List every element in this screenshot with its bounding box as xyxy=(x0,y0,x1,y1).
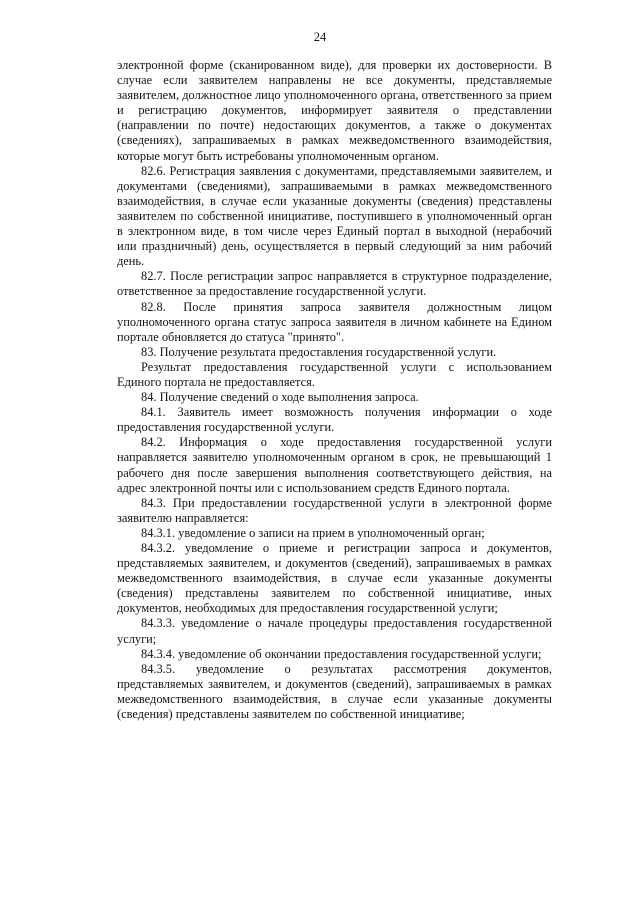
paragraph-83-text: Результат предоставления государственной услуги с использованием Единого портала не предоставляется. xyxy=(117,359,552,389)
paragraph-84-3-4: 84.3.4. уведомление об окончании предоставления государственной услуги; xyxy=(141,646,542,661)
paragraph-82-8: 82.8. После принятия запроса заявителя должностным лицом уполномоченного органа статус запроса заявителя в личном кабинете на Едином портале обновляется до статуса "принято". xyxy=(117,299,552,344)
paragraph-84-3-2: 84.3.2. уведомление о приеме и регистрации запроса и документов, представляемых заявителем, и документов (сведений), запрашиваемых в рамках межведомственного взаимодействия, в случае если указанные документы (сведения) представлены заявителем по собственной инициативе, иных документов, необходимых для предоставления государственной услуги; xyxy=(117,541,552,616)
paragraph-84-3-5: 84.3.5. уведомление о результатах рассмотрения документов, представляемых заявителем, и документов (сведений), запрашиваемых в рамках межведомственного взаимодействия, в случае если указанные документы (сведения) представлены заявителем по собственной инициативе; xyxy=(117,661,552,722)
paragraph-cont: электронной форме (сканированном виде), для проверки их достоверности. В случае если заявителем направлены не все документы, представляемые заявителем, должностное лицо уполномоченного органа, ответственного за прием и регистрацию документов, информирует заявителя о представлении (направлении по почте) недостающих документов, а также о документах (сведениях), запрашиваемых в рамках межведомственного взаимодействия, которые могут быть истребованы уполномоченным органом. xyxy=(117,58,552,163)
paragraph-84-2: 84.2. Информация о ходе предоставления государственной услуги направляется заявителю уполномоченным органом в срок, не превышающий 1 рабочего дня после завершения выполнения соответствующего действия, на адрес электронной почты или с использованием средств Единого портала. xyxy=(117,435,552,495)
paragraph-82-6: 82.6. Регистрация заявления с документами, представляемыми заявителем, и документами (сведениями), запрашиваемыми в рамках межведомственного взаимодействия, в случае если указанные документы (сведения) представлены заявителем по собственной инициативе, поступившего в уполномоченный орган в электронном виде, в том числе через Единый портал в выходной (нерабочий или праздничный) день, осуществляется в первый следующий за ним рабочий день. xyxy=(117,163,552,269)
page-number: 24 xyxy=(313,30,327,44)
paragraph-84-3: 84.3. При предоставлении государственной услуги в электронной форме заявителю направляется: xyxy=(117,495,552,525)
paragraph-82-7: 82.7. После регистрации запрос направляется в структурное подразделение, ответственное за предоставление государственной услуги. xyxy=(117,269,552,299)
document-body xyxy=(117,58,552,722)
paragraph-84-3-1: 84.3.1. уведомление о записи на прием в уполномоченный орган; xyxy=(141,525,485,540)
paragraph-84-3-3: 84.3.3. уведомление о начале процедуры предоставления государственной услуги; xyxy=(117,616,552,646)
paragraph-83: 83. Получение результата предоставления государственной услуги. xyxy=(141,344,497,359)
paragraph-84: 84. Получение сведений о ходе выполнения запроса. xyxy=(141,390,419,405)
paragraph-84-1: 84.1. Заявитель имеет возможность получения информации о ходе предоставления государственной услуги. xyxy=(117,405,552,435)
